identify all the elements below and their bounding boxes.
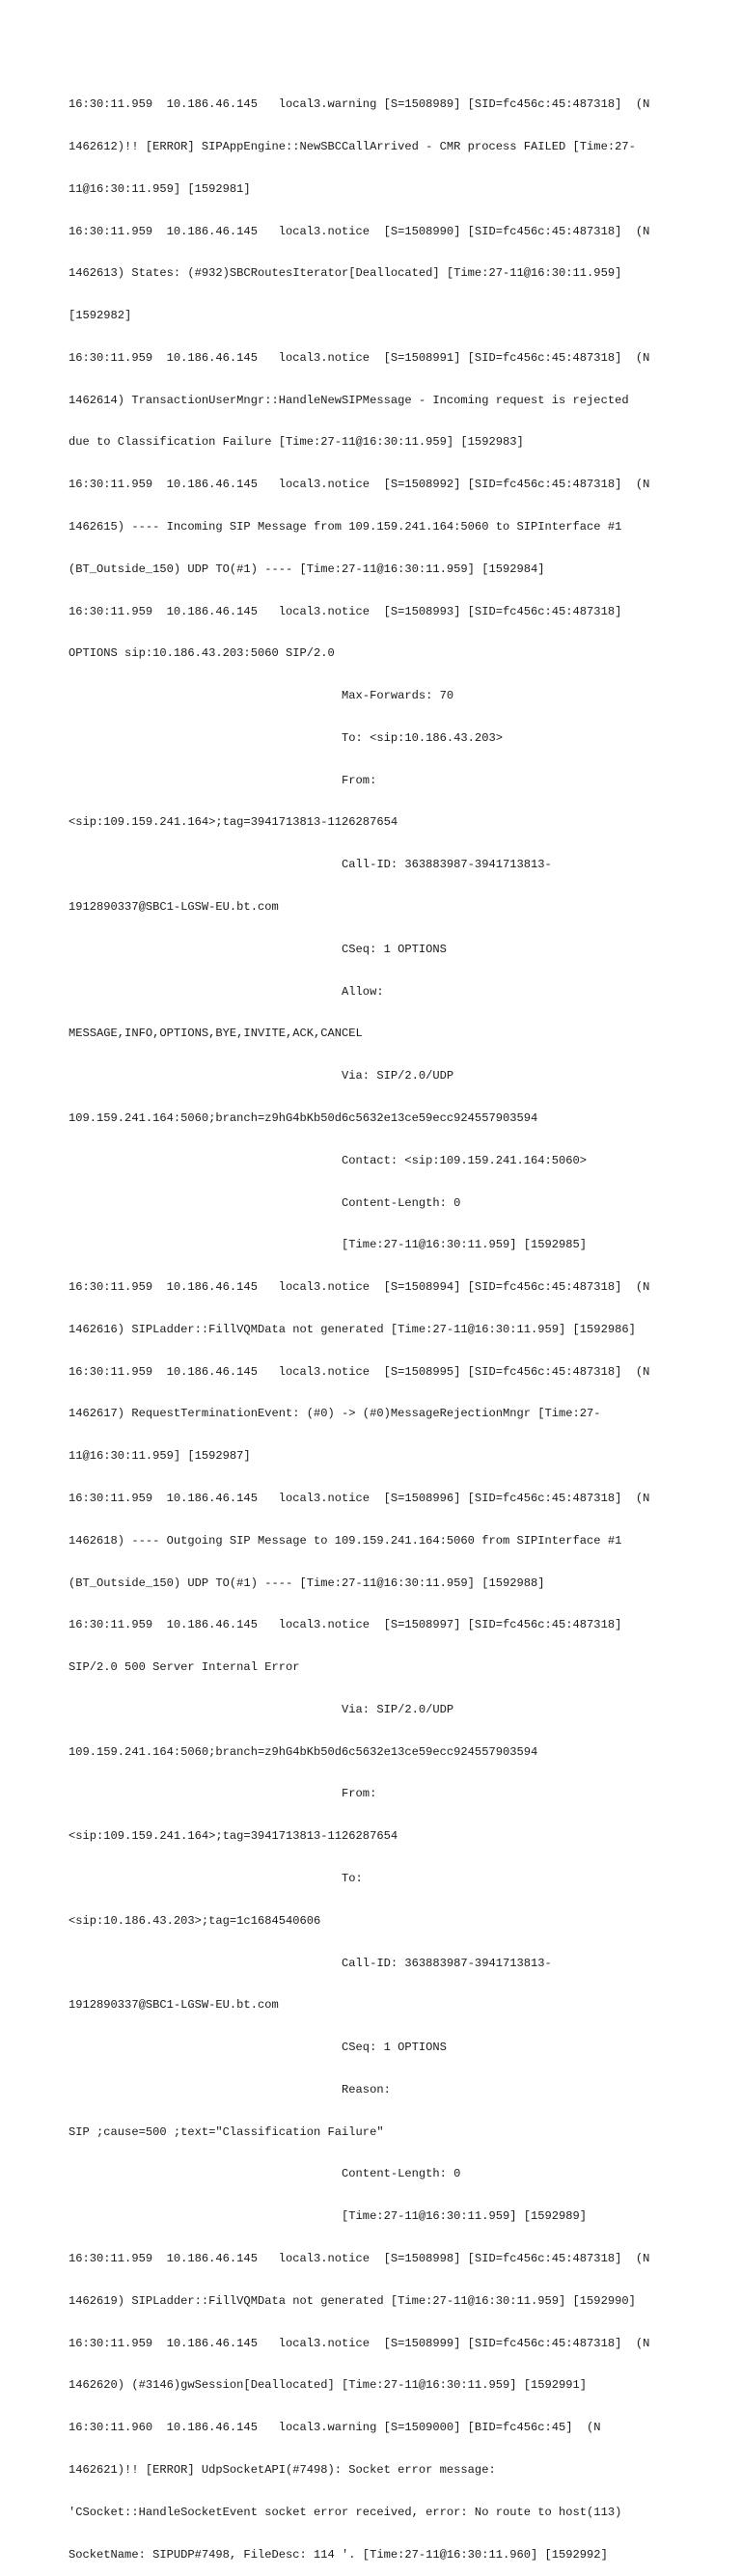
log-line: [Time:27-11@16:30:11.959] [1592985] xyxy=(69,1238,588,1252)
log-line: Reason: xyxy=(69,2082,391,2096)
log-line: Call-ID: 363883987-3941713813- xyxy=(69,858,552,872)
log-line: Max-Forwards: 70 xyxy=(69,689,454,703)
log-line: 1462617) RequestTerminationEvent: (#0) -> (#0)MessageRejectionMngr [Time:27- xyxy=(69,1407,601,1421)
log-line: 16:30:11.959 10.186.46.145 local3.notice [S=1508998] [SID=fc456c:45:487318] (N xyxy=(69,2252,650,2266)
log-line: 16:30:11.960 10.186.46.145 local3.warning [S=1509000] [BID=fc456c:45] (N xyxy=(69,2421,601,2435)
log-line: <sip:109.159.241.164>;tag=3941713813-1126287654 xyxy=(69,1829,398,1844)
log-line: CSeq: 1 OPTIONS xyxy=(69,942,447,956)
log-line: 16:30:11.959 10.186.46.145 local3.notice [S=1508990] [SID=fc456c:45:487318] (N xyxy=(69,224,650,238)
log-line: 16:30:11.959 10.186.46.145 local3.notice [S=1508997] [SID=fc456c:45:487318] xyxy=(69,1618,622,1632)
log-line: 1462619) SIPLadder::FillVQMData not generated [Time:27-11@16:30:11.959] [1592990] xyxy=(69,2293,636,2308)
log-line: SIP ;cause=500 ;text="Classification Failure" xyxy=(69,2124,384,2139)
log-line: MESSAGE,INFO,OPTIONS,BYE,INVITE,ACK,CANCEL xyxy=(69,1027,363,1041)
log-line: due to Classification Failure [Time:27-11@16:30:11.959] [1592983] xyxy=(69,435,524,450)
log-line: Allow: xyxy=(69,984,384,999)
log-line: From: xyxy=(69,773,377,787)
log-line: 11@16:30:11.959] [1592981] xyxy=(69,181,251,196)
log-line: Content-Length: 0 xyxy=(69,2167,461,2181)
log-line: 1912890337@SBC1-LGSW-EU.bt.com xyxy=(69,1998,279,2013)
log-line: From: xyxy=(69,1787,377,1801)
log-line: Via: SIP/2.0/UDP xyxy=(69,1702,454,1716)
log-line: 16:30:11.959 10.186.46.145 local3.notice [S=1508993] [SID=fc456c:45:487318] xyxy=(69,604,622,618)
log-line: <sip:10.186.43.203>;tag=1c1684540606 xyxy=(69,1913,321,1928)
log-line: 1462613) States: (#932)SBCRoutesIterator[Deallocated] [Time:27-11@16:30:11.959] xyxy=(69,266,622,281)
log-line: 16:30:11.959 10.186.46.145 local3.notice [S=1508996] [SID=fc456c:45:487318] (N xyxy=(69,1491,650,1505)
log-line: 16:30:11.959 10.186.46.145 local3.notice [S=1508999] [SID=fc456c:45:487318] (N xyxy=(69,2336,650,2350)
log-line: <sip:109.159.241.164>;tag=3941713813-1126287654 xyxy=(69,815,398,830)
log-line: 1462616) SIPLadder::FillVQMData not generated [Time:27-11@16:30:11.959] [1592986] xyxy=(69,1322,636,1336)
log-line: 1462615) ---- Incoming SIP Message from 109.159.241.164:5060 to SIPInterface #1 xyxy=(69,520,622,534)
log-line: OPTIONS sip:10.186.43.203:5060 SIP/2.0 xyxy=(69,646,335,661)
log-line: 16:30:11.959 10.186.46.145 local3.notice [S=1508995] [SID=fc456c:45:487318] (N xyxy=(69,1364,650,1379)
log-line: To: xyxy=(69,1872,363,1885)
log-line: Content-Length: 0 xyxy=(69,1195,461,1210)
log-line: 'CSocket::HandleSocketEvent socket error received, error: No route to host(113) xyxy=(69,2505,622,2519)
log-line: 16:30:11.959 10.186.46.145 local3.notice [S=1508991] [SID=fc456c:45:487318] (N xyxy=(69,350,650,365)
log-line: [1592982] xyxy=(69,309,132,323)
log-line: (BT_Outside_150) UDP TO(#1) ---- [Time:27-11@16:30:11.959] [1592984] xyxy=(69,562,545,576)
log-line: [Time:27-11@16:30:11.959] [1592989] xyxy=(69,2209,588,2224)
log-line: 1462612)!! [ERROR] SIPAppEngine::NewSBCCallArrived - CMR process FAILED [Time:27- xyxy=(69,139,636,153)
log-line: 1462614) TransactionUserMngr::HandleNewSIPMessage - Incoming request is rejected xyxy=(69,393,629,407)
log-line: 109.159.241.164:5060;branch=z9hG4bKb50d6c5632e13ce59ecc924557903594 xyxy=(69,1110,538,1125)
log-line: Contact: <sip:109.159.241.164:5060> xyxy=(69,1153,588,1167)
log-line: To: <sip:10.186.43.203> xyxy=(69,730,503,745)
log-line: Via: SIP/2.0/UDP xyxy=(69,1069,454,1083)
log-line: 1462618) ---- Outgoing SIP Message to 109.159.241.164:5060 from SIPInterface #1 xyxy=(69,1533,622,1548)
log-line: 1462620) (#3146)gwSession[Deallocated] [Time:27-11@16:30:11.959] [1592991] xyxy=(69,2378,588,2393)
log-line: CSeq: 1 OPTIONS xyxy=(69,2041,447,2055)
log-line: 16:30:11.959 10.186.46.145 local3.notice [S=1508992] [SID=fc456c:45:487318] (N xyxy=(69,478,650,492)
log-line: 16:30:11.959 10.186.46.145 local3.notice [S=1508994] [SID=fc456c:45:487318] (N xyxy=(69,1280,650,1295)
log-line: Call-ID: 363883987-3941713813- xyxy=(69,1956,552,1970)
log-document xyxy=(69,69,686,2576)
log-line: 16:30:11.959 10.186.46.145 local3.warning [S=1508989] [SID=fc456c:45:487318] (N xyxy=(69,97,650,112)
log-line: 109.159.241.164:5060;branch=z9hG4bKb50d6c5632e13ce59ecc924557903594 xyxy=(69,1744,538,1759)
log-line: (BT_Outside_150) UDP TO(#1) ---- [Time:27-11@16:30:11.959] [1592988] xyxy=(69,1576,545,1590)
log-line: 11@16:30:11.959] [1592987] xyxy=(69,1449,251,1464)
log-line: SIP/2.0 500 Server Internal Error xyxy=(69,1660,300,1675)
log-line: 1462621)!! [ERROR] UdpSocketAPI(#7498): Socket error message: xyxy=(69,2462,496,2477)
log-line: 1912890337@SBC1-LGSW-EU.bt.com xyxy=(69,900,279,915)
log-line: SocketName: SIPUDP#7498, FileDesc: 114 '. [Time:27-11@16:30:11.960] [1592992] xyxy=(69,2547,608,2562)
